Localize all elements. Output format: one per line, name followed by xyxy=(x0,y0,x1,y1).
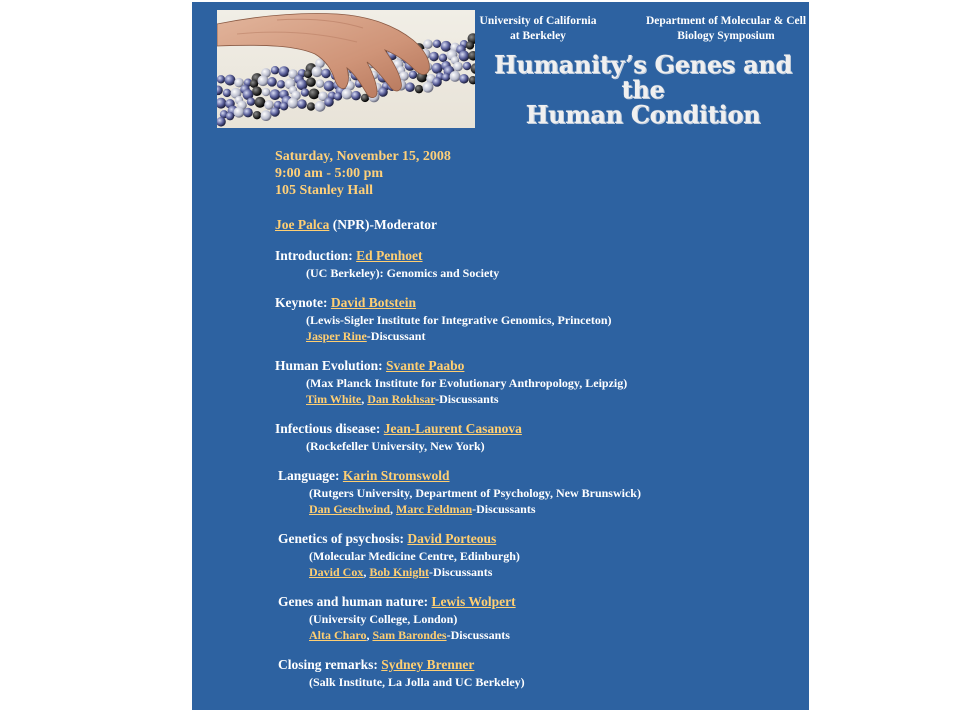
infectious-disease-entry xyxy=(275,420,795,454)
dna-atom xyxy=(217,98,226,109)
dna-atom xyxy=(315,101,326,112)
symposium-title xyxy=(478,52,808,127)
dna-atom xyxy=(252,86,262,96)
moderator-entry xyxy=(275,216,795,234)
dna-atom xyxy=(267,77,277,87)
psychosis-entry xyxy=(278,530,795,580)
dna-atom xyxy=(316,79,324,87)
dna-atom xyxy=(225,75,236,86)
dna-atom xyxy=(468,51,475,61)
dna-atom xyxy=(271,66,279,74)
hand-dna-illustration xyxy=(217,10,475,128)
dna-atom xyxy=(351,91,361,101)
dna-atom xyxy=(463,62,471,70)
discussant-link[interactable]: Alta Charo xyxy=(309,628,367,642)
dna-atom xyxy=(433,40,441,48)
human-nature-entry xyxy=(278,593,795,643)
dna-atom xyxy=(466,41,474,49)
dna-atom xyxy=(334,92,342,100)
title-line-1: Humanity’s Genes and the xyxy=(494,50,792,104)
discussant-separator: , xyxy=(366,628,373,642)
dna-atom xyxy=(423,39,433,49)
speaker-affiliation: (University College, London) xyxy=(309,612,458,626)
session-label: Genetics of psychosis: xyxy=(278,531,408,546)
dna-atom xyxy=(432,63,443,74)
discussant-link[interactable]: Marc Feldman xyxy=(396,502,473,516)
language-entry xyxy=(278,467,795,517)
speaker-affiliation: (Max Planck Institute for Evolutionary Anthropology, Leipzig) xyxy=(306,376,628,390)
discussant-link[interactable]: Jasper Rine xyxy=(306,329,367,343)
speaker-link[interactable]: Svante Paabo xyxy=(386,358,465,373)
hand-dna-image xyxy=(217,10,475,128)
dna-atom xyxy=(324,81,335,92)
discussant-separator: , xyxy=(363,565,370,579)
department-line-1: Department of Molecular & Cell xyxy=(645,15,807,27)
dna-atom xyxy=(223,89,231,97)
discussant-link[interactable]: Bob Knight xyxy=(369,565,430,579)
discussant-separator: , xyxy=(390,502,397,516)
session-label: Keynote: xyxy=(275,295,331,310)
dna-atom xyxy=(277,80,285,88)
session-detail: (UC Berkeley): Genomics and Society xyxy=(306,266,500,280)
dna-atom xyxy=(258,75,269,86)
dna-atom xyxy=(459,74,469,84)
symposium-poster xyxy=(192,2,809,710)
discussant-role: -Discussants xyxy=(472,502,536,516)
closing-entry xyxy=(278,656,795,690)
dna-atom xyxy=(453,62,463,72)
discussant-role: -Discussants xyxy=(446,628,510,642)
discussant-separator: , xyxy=(361,392,368,406)
dna-atom xyxy=(441,41,452,52)
dna-atom xyxy=(405,82,415,92)
dna-atom xyxy=(324,97,334,107)
university-line-1: University of California xyxy=(479,15,597,27)
speaker-link[interactable]: Ed Penhoet xyxy=(356,248,423,263)
dna-atom xyxy=(321,69,331,79)
speaker-affiliation: (Molecular Medicine Centre, Edinburgh) xyxy=(309,549,520,563)
dna-atom xyxy=(226,112,234,120)
dna-atom xyxy=(253,111,261,119)
title-line-2: Human Condition xyxy=(525,100,761,129)
speaker-link[interactable]: Jean-Laurent Casanova xyxy=(383,421,522,436)
department-heading xyxy=(640,14,812,44)
dna-atom xyxy=(429,52,439,62)
dna-atom xyxy=(423,82,434,93)
speaker-link[interactable]: David Botstein xyxy=(330,295,416,310)
dna-atom xyxy=(217,75,225,83)
dna-atom xyxy=(450,71,461,82)
dna-atom xyxy=(471,63,475,74)
discussant-link[interactable]: Sam Barondes xyxy=(372,628,447,642)
program-list xyxy=(275,216,795,703)
session-label: Human Evolution: xyxy=(275,358,387,373)
session-label: Infectious disease: xyxy=(275,421,384,436)
dna-atom xyxy=(280,102,288,110)
speaker-affiliation: (Rutgers University, Department of Psychology, New Brunswick) xyxy=(309,486,641,500)
moderator-role: (NPR)-Moderator xyxy=(329,217,437,232)
session-label: Introduction: xyxy=(275,248,357,263)
dna-atom xyxy=(262,88,270,96)
introduction-entry xyxy=(275,247,795,281)
dna-atom xyxy=(234,107,245,118)
university-line-2: at Berkeley xyxy=(510,30,566,42)
dna-atom xyxy=(378,87,388,97)
dna-atom xyxy=(409,71,417,79)
event-details xyxy=(275,148,451,199)
dna-atom xyxy=(255,97,266,108)
speaker-link[interactable]: David Porteous xyxy=(407,531,497,546)
dna-atom xyxy=(279,66,290,77)
dna-atom xyxy=(342,89,353,100)
dna-atom xyxy=(459,51,470,62)
university-heading xyxy=(478,14,598,44)
moderator-link[interactable]: Joe Palca xyxy=(275,217,330,232)
dna-atom xyxy=(261,110,272,121)
department-line-2: Biology Symposium xyxy=(677,30,775,42)
keynote-entry xyxy=(275,294,795,344)
dna-atom xyxy=(270,89,281,100)
dna-atom xyxy=(301,88,309,96)
discussant-link[interactable]: David Cox xyxy=(309,565,364,579)
evolution-entry xyxy=(275,357,795,407)
dna-atom xyxy=(247,98,255,106)
discussant-role: -Discussants xyxy=(435,392,499,406)
speaker-link[interactable]: Sydney Brenner xyxy=(381,657,475,672)
dna-atom xyxy=(469,76,475,84)
dna-atom xyxy=(288,98,299,109)
discussant-link[interactable]: Tim White xyxy=(306,392,362,406)
dna-atom xyxy=(439,54,447,62)
discussant-role: -Discussant xyxy=(366,329,426,343)
dna-atom xyxy=(307,102,315,110)
speaker-affiliation: (Lewis-Sigler Institute for Integrative Genomics, Princeton) xyxy=(306,313,612,327)
dna-atom xyxy=(243,108,253,118)
dna-atom xyxy=(432,77,442,87)
session-label: Language: xyxy=(278,468,343,483)
discussant-link[interactable]: Dan Rokhsar xyxy=(367,392,436,406)
dna-atom xyxy=(309,88,320,99)
discussant-link[interactable]: Dan Geschwind xyxy=(309,502,391,516)
session-label: Closing remarks: xyxy=(278,657,382,672)
event-date: Saturday, November 15, 2008 xyxy=(275,149,451,164)
dna-atom xyxy=(306,77,316,87)
dna-atom xyxy=(304,70,312,78)
dna-atom xyxy=(442,73,450,81)
dna-atom xyxy=(297,99,307,109)
speaker-link[interactable]: Karin Stromswold xyxy=(342,468,450,483)
speaker-affiliation: (Rockefeller University, New York) xyxy=(306,439,485,453)
speaker-affiliation: (Salk Institute, La Jolla and UC Berkeley) xyxy=(309,675,525,689)
event-location: 105 Stanley Hall xyxy=(275,183,374,198)
event-time: 9:00 am - 5:00 pm xyxy=(275,166,384,181)
session-label: Genes and human nature: xyxy=(278,594,432,609)
dna-atom xyxy=(270,107,280,117)
dna-atom xyxy=(415,85,423,93)
discussant-role: -Discussants xyxy=(429,565,493,579)
dna-atom xyxy=(312,66,323,77)
speaker-link[interactable]: Lewis Wolpert xyxy=(431,594,516,609)
dna-atom xyxy=(217,86,223,96)
